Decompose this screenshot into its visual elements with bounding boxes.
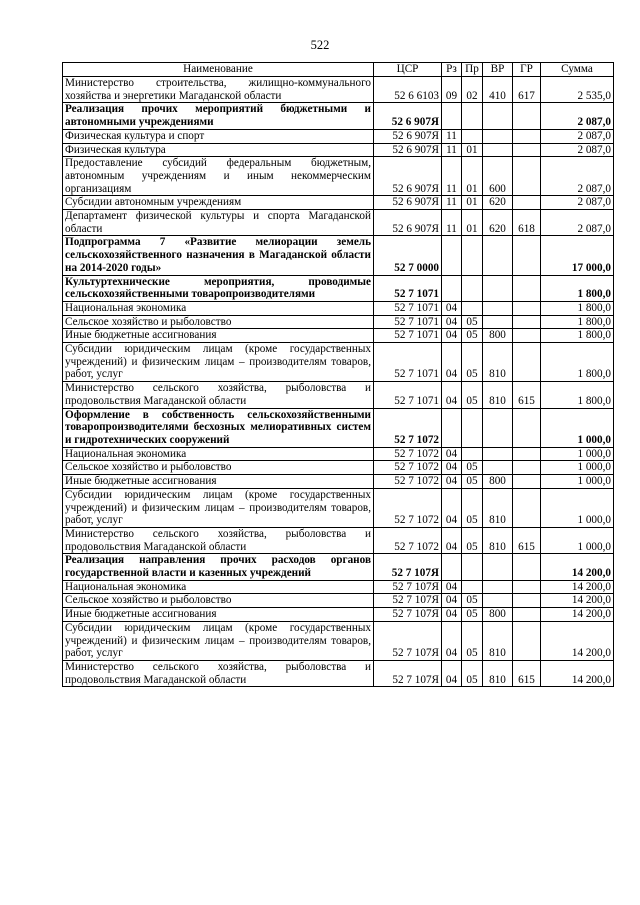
- cell-gr: [513, 580, 541, 594]
- cell-name: Сельское хозяйство и рыболовство: [63, 594, 374, 608]
- table-row: [63, 594, 614, 608]
- cell-rz: 04: [442, 660, 462, 686]
- cell-gr: [513, 594, 541, 608]
- table-row: [63, 343, 614, 382]
- cell-gr: [513, 157, 541, 196]
- cell-rz: 04: [442, 475, 462, 489]
- cell-csr: 52 7 107Я: [374, 621, 442, 660]
- cell-gr: [513, 129, 541, 143]
- cell-gr: 615: [513, 527, 541, 553]
- cell-vr: 800: [483, 475, 513, 489]
- cell-name: Субсидии юридическим лицам (кроме государственных учреждений) и физическим лицам – производителям товаров, работ, услуг: [63, 621, 374, 660]
- cell-gr: [513, 236, 541, 275]
- cell-sum: 1 000,0: [541, 447, 614, 461]
- column-header-csr: ЦСР: [374, 63, 442, 77]
- cell-pr: 05: [462, 621, 483, 660]
- cell-pr: 05: [462, 343, 483, 382]
- column-header-rz: Рз: [442, 63, 462, 77]
- cell-csr: 52 7 1072: [374, 488, 442, 527]
- cell-name: Физическая культура: [63, 143, 374, 157]
- budget-table: [62, 62, 614, 687]
- cell-name: Сельское хозяйство и рыболовство: [63, 461, 374, 475]
- table-row: [63, 608, 614, 622]
- cell-name: Национальная экономика: [63, 447, 374, 461]
- cell-vr: 620: [483, 210, 513, 236]
- cell-rz: 11: [442, 143, 462, 157]
- cell-vr: 810: [483, 382, 513, 408]
- table-row: [63, 408, 614, 447]
- cell-rz: 04: [442, 488, 462, 527]
- cell-csr: 52 7 1072: [374, 527, 442, 553]
- cell-gr: [513, 461, 541, 475]
- cell-sum: 2 087,0: [541, 103, 614, 129]
- table-row: [63, 315, 614, 329]
- cell-name: Субсидии автономным учреждениям: [63, 196, 374, 210]
- cell-vr: [483, 143, 513, 157]
- cell-sum: 14 200,0: [541, 554, 614, 580]
- table-row: [63, 301, 614, 315]
- cell-vr: 810: [483, 343, 513, 382]
- cell-gr: [513, 408, 541, 447]
- cell-csr: 52 7 1072: [374, 475, 442, 489]
- cell-name: Министерство строительства, жилищно-коммунального хозяйства и энергетики Магаданской области: [63, 77, 374, 103]
- table-row: [63, 77, 614, 103]
- cell-vr: 620: [483, 196, 513, 210]
- cell-rz: 11: [442, 196, 462, 210]
- cell-vr: [483, 580, 513, 594]
- cell-vr: 810: [483, 621, 513, 660]
- table-row: [63, 143, 614, 157]
- cell-rz: 04: [442, 329, 462, 343]
- cell-gr: [513, 621, 541, 660]
- cell-sum: 1 000,0: [541, 475, 614, 489]
- table-row: [63, 275, 614, 301]
- cell-sum: 1 000,0: [541, 488, 614, 527]
- table-row: [63, 382, 614, 408]
- cell-gr: [513, 315, 541, 329]
- cell-sum: 1 000,0: [541, 461, 614, 475]
- cell-name: Департамент физической культуры и спорта Магаданской области: [63, 210, 374, 236]
- cell-gr: [513, 447, 541, 461]
- cell-vr: 810: [483, 527, 513, 553]
- cell-csr: 52 7 1071: [374, 343, 442, 382]
- cell-pr: 05: [462, 527, 483, 553]
- cell-csr: 52 6 907Я: [374, 129, 442, 143]
- cell-csr: 52 7 107Я: [374, 608, 442, 622]
- cell-rz: 04: [442, 580, 462, 594]
- cell-csr: 52 6 907Я: [374, 157, 442, 196]
- cell-sum: 14 200,0: [541, 608, 614, 622]
- cell-pr: 02: [462, 77, 483, 103]
- cell-rz: 09: [442, 77, 462, 103]
- cell-gr: 615: [513, 660, 541, 686]
- cell-sum: 14 200,0: [541, 594, 614, 608]
- cell-sum: 2 087,0: [541, 157, 614, 196]
- cell-pr: 01: [462, 210, 483, 236]
- cell-name: Министерство сельского хозяйства, рыболовства и продовольствия Магаданской области: [63, 382, 374, 408]
- cell-csr: 52 7 107Я: [374, 660, 442, 686]
- cell-name: Культуртехнические мероприятия, проводимые сельскохозяйственными товаропроизводителями: [63, 275, 374, 301]
- cell-pr: 05: [462, 461, 483, 475]
- table-row: [63, 157, 614, 196]
- cell-rz: 04: [442, 621, 462, 660]
- cell-rz: 04: [442, 527, 462, 553]
- cell-sum: 2 535,0: [541, 77, 614, 103]
- cell-name: Национальная экономика: [63, 580, 374, 594]
- cell-name: Реализация направления прочих расходов органов государственной власти и казенных учреждений: [63, 554, 374, 580]
- cell-sum: 1 800,0: [541, 301, 614, 315]
- cell-vr: [483, 103, 513, 129]
- cell-vr: 600: [483, 157, 513, 196]
- cell-vr: [483, 129, 513, 143]
- cell-vr: [483, 236, 513, 275]
- cell-sum: 14 200,0: [541, 621, 614, 660]
- column-header-pr: Пр: [462, 63, 483, 77]
- cell-csr: 52 7 1072: [374, 408, 442, 447]
- cell-sum: 1 800,0: [541, 329, 614, 343]
- cell-rz: 04: [442, 608, 462, 622]
- cell-vr: 800: [483, 329, 513, 343]
- cell-pr: 05: [462, 608, 483, 622]
- cell-csr: 52 7 107Я: [374, 580, 442, 594]
- cell-name: Реализация прочих мероприятий бюджетными и автономными учреждениями: [63, 103, 374, 129]
- cell-gr: [513, 475, 541, 489]
- table-row: [63, 461, 614, 475]
- cell-rz: 04: [442, 382, 462, 408]
- cell-vr: [483, 461, 513, 475]
- cell-gr: [513, 329, 541, 343]
- cell-rz: [442, 554, 462, 580]
- cell-name: Иные бюджетные ассигнования: [63, 475, 374, 489]
- cell-vr: [483, 447, 513, 461]
- table-row: [63, 236, 614, 275]
- cell-sum: 1 000,0: [541, 527, 614, 553]
- cell-rz: 04: [442, 447, 462, 461]
- cell-gr: [513, 301, 541, 315]
- cell-pr: 01: [462, 143, 483, 157]
- table-row: [63, 129, 614, 143]
- cell-csr: 52 7 1071: [374, 301, 442, 315]
- cell-gr: 617: [513, 77, 541, 103]
- cell-pr: 01: [462, 196, 483, 210]
- table-row: [63, 554, 614, 580]
- table-row: [63, 621, 614, 660]
- cell-name: Министерство сельского хозяйства, рыболовства и продовольствия Магаданской области: [63, 527, 374, 553]
- cell-sum: 2 087,0: [541, 196, 614, 210]
- table-row: [63, 329, 614, 343]
- cell-vr: [483, 594, 513, 608]
- cell-name: Сельское хозяйство и рыболовство: [63, 315, 374, 329]
- cell-vr: 800: [483, 608, 513, 622]
- table-row: [63, 196, 614, 210]
- cell-csr: 52 6 907Я: [374, 210, 442, 236]
- cell-rz: [442, 103, 462, 129]
- cell-vr: [483, 554, 513, 580]
- cell-gr: [513, 103, 541, 129]
- table-header-row: [63, 63, 614, 77]
- cell-csr: 52 6 907Я: [374, 143, 442, 157]
- cell-gr: [513, 343, 541, 382]
- cell-rz: 04: [442, 343, 462, 382]
- cell-name: Иные бюджетные ассигнования: [63, 329, 374, 343]
- cell-csr: 52 7 1072: [374, 461, 442, 475]
- table-row: [63, 103, 614, 129]
- cell-name: Подпрограмма 7 «Развитие мелиорации земель сельскохозяйственного назначения в Магаданской области на 2014-2020 годы»: [63, 236, 374, 275]
- cell-pr: 05: [462, 315, 483, 329]
- cell-rz: [442, 236, 462, 275]
- cell-pr: [462, 447, 483, 461]
- cell-vr: 810: [483, 488, 513, 527]
- cell-name: Физическая культура и спорт: [63, 129, 374, 143]
- cell-vr: 810: [483, 660, 513, 686]
- cell-name: Национальная экономика: [63, 301, 374, 315]
- cell-rz: 04: [442, 461, 462, 475]
- cell-pr: [462, 236, 483, 275]
- cell-sum: 1 800,0: [541, 275, 614, 301]
- cell-pr: 05: [462, 660, 483, 686]
- cell-sum: 2 087,0: [541, 143, 614, 157]
- cell-sum: 1 800,0: [541, 382, 614, 408]
- cell-sum: 17 000,0: [541, 236, 614, 275]
- cell-vr: [483, 315, 513, 329]
- cell-pr: [462, 554, 483, 580]
- cell-gr: 618: [513, 210, 541, 236]
- table-row: [63, 447, 614, 461]
- cell-rz: 11: [442, 129, 462, 143]
- cell-csr: 52 7 1071: [374, 315, 442, 329]
- cell-pr: [462, 301, 483, 315]
- cell-csr: 52 7 1071: [374, 275, 442, 301]
- column-header-name: Наименование: [63, 63, 374, 77]
- cell-gr: [513, 554, 541, 580]
- cell-sum: 1 800,0: [541, 343, 614, 382]
- cell-name: Оформление в собственность сельскохозяйственными товаропроизводителями бесхозных мелиоративных систем и гидротехнических сооружений: [63, 408, 374, 447]
- cell-pr: 05: [462, 488, 483, 527]
- cell-csr: 52 7 1071: [374, 329, 442, 343]
- cell-sum: 2 087,0: [541, 129, 614, 143]
- cell-sum: 14 200,0: [541, 580, 614, 594]
- cell-gr: [513, 608, 541, 622]
- cell-csr: 52 7 1071: [374, 382, 442, 408]
- table-row: [63, 660, 614, 686]
- cell-gr: 615: [513, 382, 541, 408]
- cell-rz: 11: [442, 210, 462, 236]
- cell-rz: [442, 408, 462, 447]
- cell-pr: 05: [462, 329, 483, 343]
- cell-pr: [462, 275, 483, 301]
- cell-vr: [483, 408, 513, 447]
- cell-vr: 410: [483, 77, 513, 103]
- cell-name: Субсидии юридическим лицам (кроме государственных учреждений) и физическим лицам – производителям товаров, работ, услуг: [63, 343, 374, 382]
- cell-pr: [462, 129, 483, 143]
- cell-csr: 52 7 0000: [374, 236, 442, 275]
- column-header-gr: ГР: [513, 63, 541, 77]
- cell-name: Министерство сельского хозяйства, рыболовства и продовольствия Магаданской области: [63, 660, 374, 686]
- table-row: [63, 527, 614, 553]
- table-row: [63, 475, 614, 489]
- cell-csr: 52 6 907Я: [374, 103, 442, 129]
- cell-gr: [513, 196, 541, 210]
- cell-sum: 2 087,0: [541, 210, 614, 236]
- cell-rz: 04: [442, 594, 462, 608]
- table-row: [63, 488, 614, 527]
- cell-csr: 52 6 6103: [374, 77, 442, 103]
- cell-pr: [462, 408, 483, 447]
- cell-pr: 05: [462, 594, 483, 608]
- cell-vr: [483, 275, 513, 301]
- cell-name: Иные бюджетные ассигнования: [63, 608, 374, 622]
- cell-pr: 05: [462, 382, 483, 408]
- cell-rz: 04: [442, 301, 462, 315]
- cell-vr: [483, 301, 513, 315]
- cell-pr: 05: [462, 475, 483, 489]
- cell-sum: 1 000,0: [541, 408, 614, 447]
- cell-gr: [513, 275, 541, 301]
- cell-csr: 52 6 907Я: [374, 196, 442, 210]
- cell-gr: [513, 143, 541, 157]
- page-number: 522: [310, 38, 330, 52]
- table-row: [63, 210, 614, 236]
- cell-csr: 52 7 107Я: [374, 554, 442, 580]
- cell-sum: 14 200,0: [541, 660, 614, 686]
- cell-rz: 04: [442, 315, 462, 329]
- cell-pr: [462, 103, 483, 129]
- table-body: [63, 77, 614, 687]
- cell-name: Субсидии юридическим лицам (кроме государственных учреждений) и физическим лицам – производителям товаров, работ, услуг: [63, 488, 374, 527]
- cell-csr: 52 7 107Я: [374, 594, 442, 608]
- cell-name: Предоставление субсидий федеральным бюджетным, автономным учреждениям и иным некоммерческим организациям: [63, 157, 374, 196]
- cell-csr: 52 7 1072: [374, 447, 442, 461]
- cell-sum: 1 800,0: [541, 315, 614, 329]
- cell-pr: [462, 580, 483, 594]
- cell-rz: 11: [442, 157, 462, 196]
- column-header-sum: Сумма: [541, 63, 614, 77]
- cell-gr: [513, 488, 541, 527]
- cell-pr: 01: [462, 157, 483, 196]
- column-header-vr: ВР: [483, 63, 513, 77]
- cell-rz: [442, 275, 462, 301]
- table-row: [63, 580, 614, 594]
